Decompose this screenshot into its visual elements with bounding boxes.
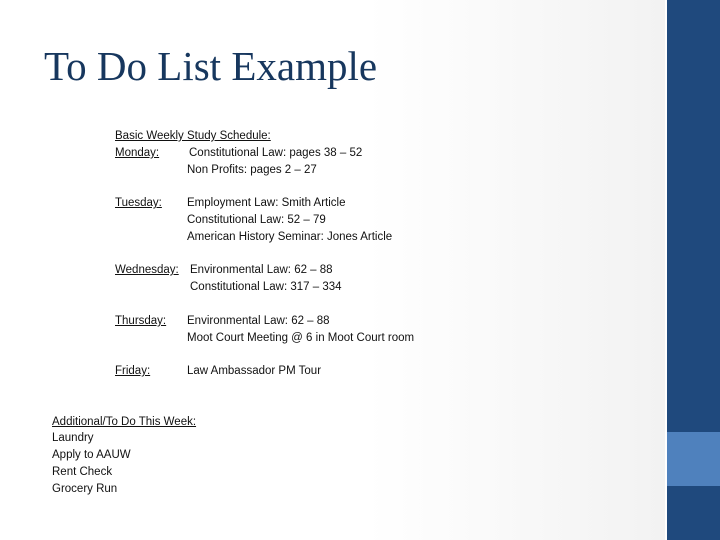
- day-label-friday: Friday:: [115, 365, 151, 377]
- task-thursday-1: Environmental Law: 62 – 88: [187, 315, 330, 327]
- task-friday-1: Law Ambassador PM Tour: [187, 365, 322, 377]
- task-monday-2: Non Profits: pages 2 – 27: [187, 164, 317, 176]
- task-tuesday-3: American History Seminar: Jones Article: [187, 231, 393, 243]
- task-tuesday-2: Constitutional Law: 52 – 79: [187, 214, 326, 226]
- day-label-thursday: Thursday:: [115, 315, 167, 327]
- task-tuesday-1: Employment Law: Smith Article: [187, 197, 346, 209]
- task-wednesday-2: Constitutional Law: 317 – 334: [190, 281, 342, 293]
- task-monday-1: Constitutional Law: pages 38 – 52: [189, 147, 363, 159]
- task-thursday-2: Moot Court Meeting @ 6 in Moot Court room: [187, 332, 415, 344]
- additional-item: Rent Check: [52, 466, 113, 478]
- sidebar-divider: [665, 0, 667, 540]
- additional-item: Laundry: [52, 432, 94, 444]
- sidebar-accent-light: [667, 432, 720, 486]
- day-label-monday: Monday:: [115, 147, 160, 159]
- schedule-heading: Basic Weekly Study Schedule:: [115, 130, 271, 142]
- additional-item: Grocery Run: [52, 483, 118, 495]
- additional-item: Apply to AAUW: [52, 449, 131, 461]
- day-label-wednesday: Wednesday:: [115, 264, 179, 276]
- task-wednesday-1: Environmental Law: 62 – 88: [190, 264, 333, 276]
- day-label-tuesday: Tuesday:: [115, 197, 162, 209]
- slide-title: To Do List Example: [44, 43, 378, 89]
- additional-heading: Additional/To Do This Week:: [52, 416, 197, 428]
